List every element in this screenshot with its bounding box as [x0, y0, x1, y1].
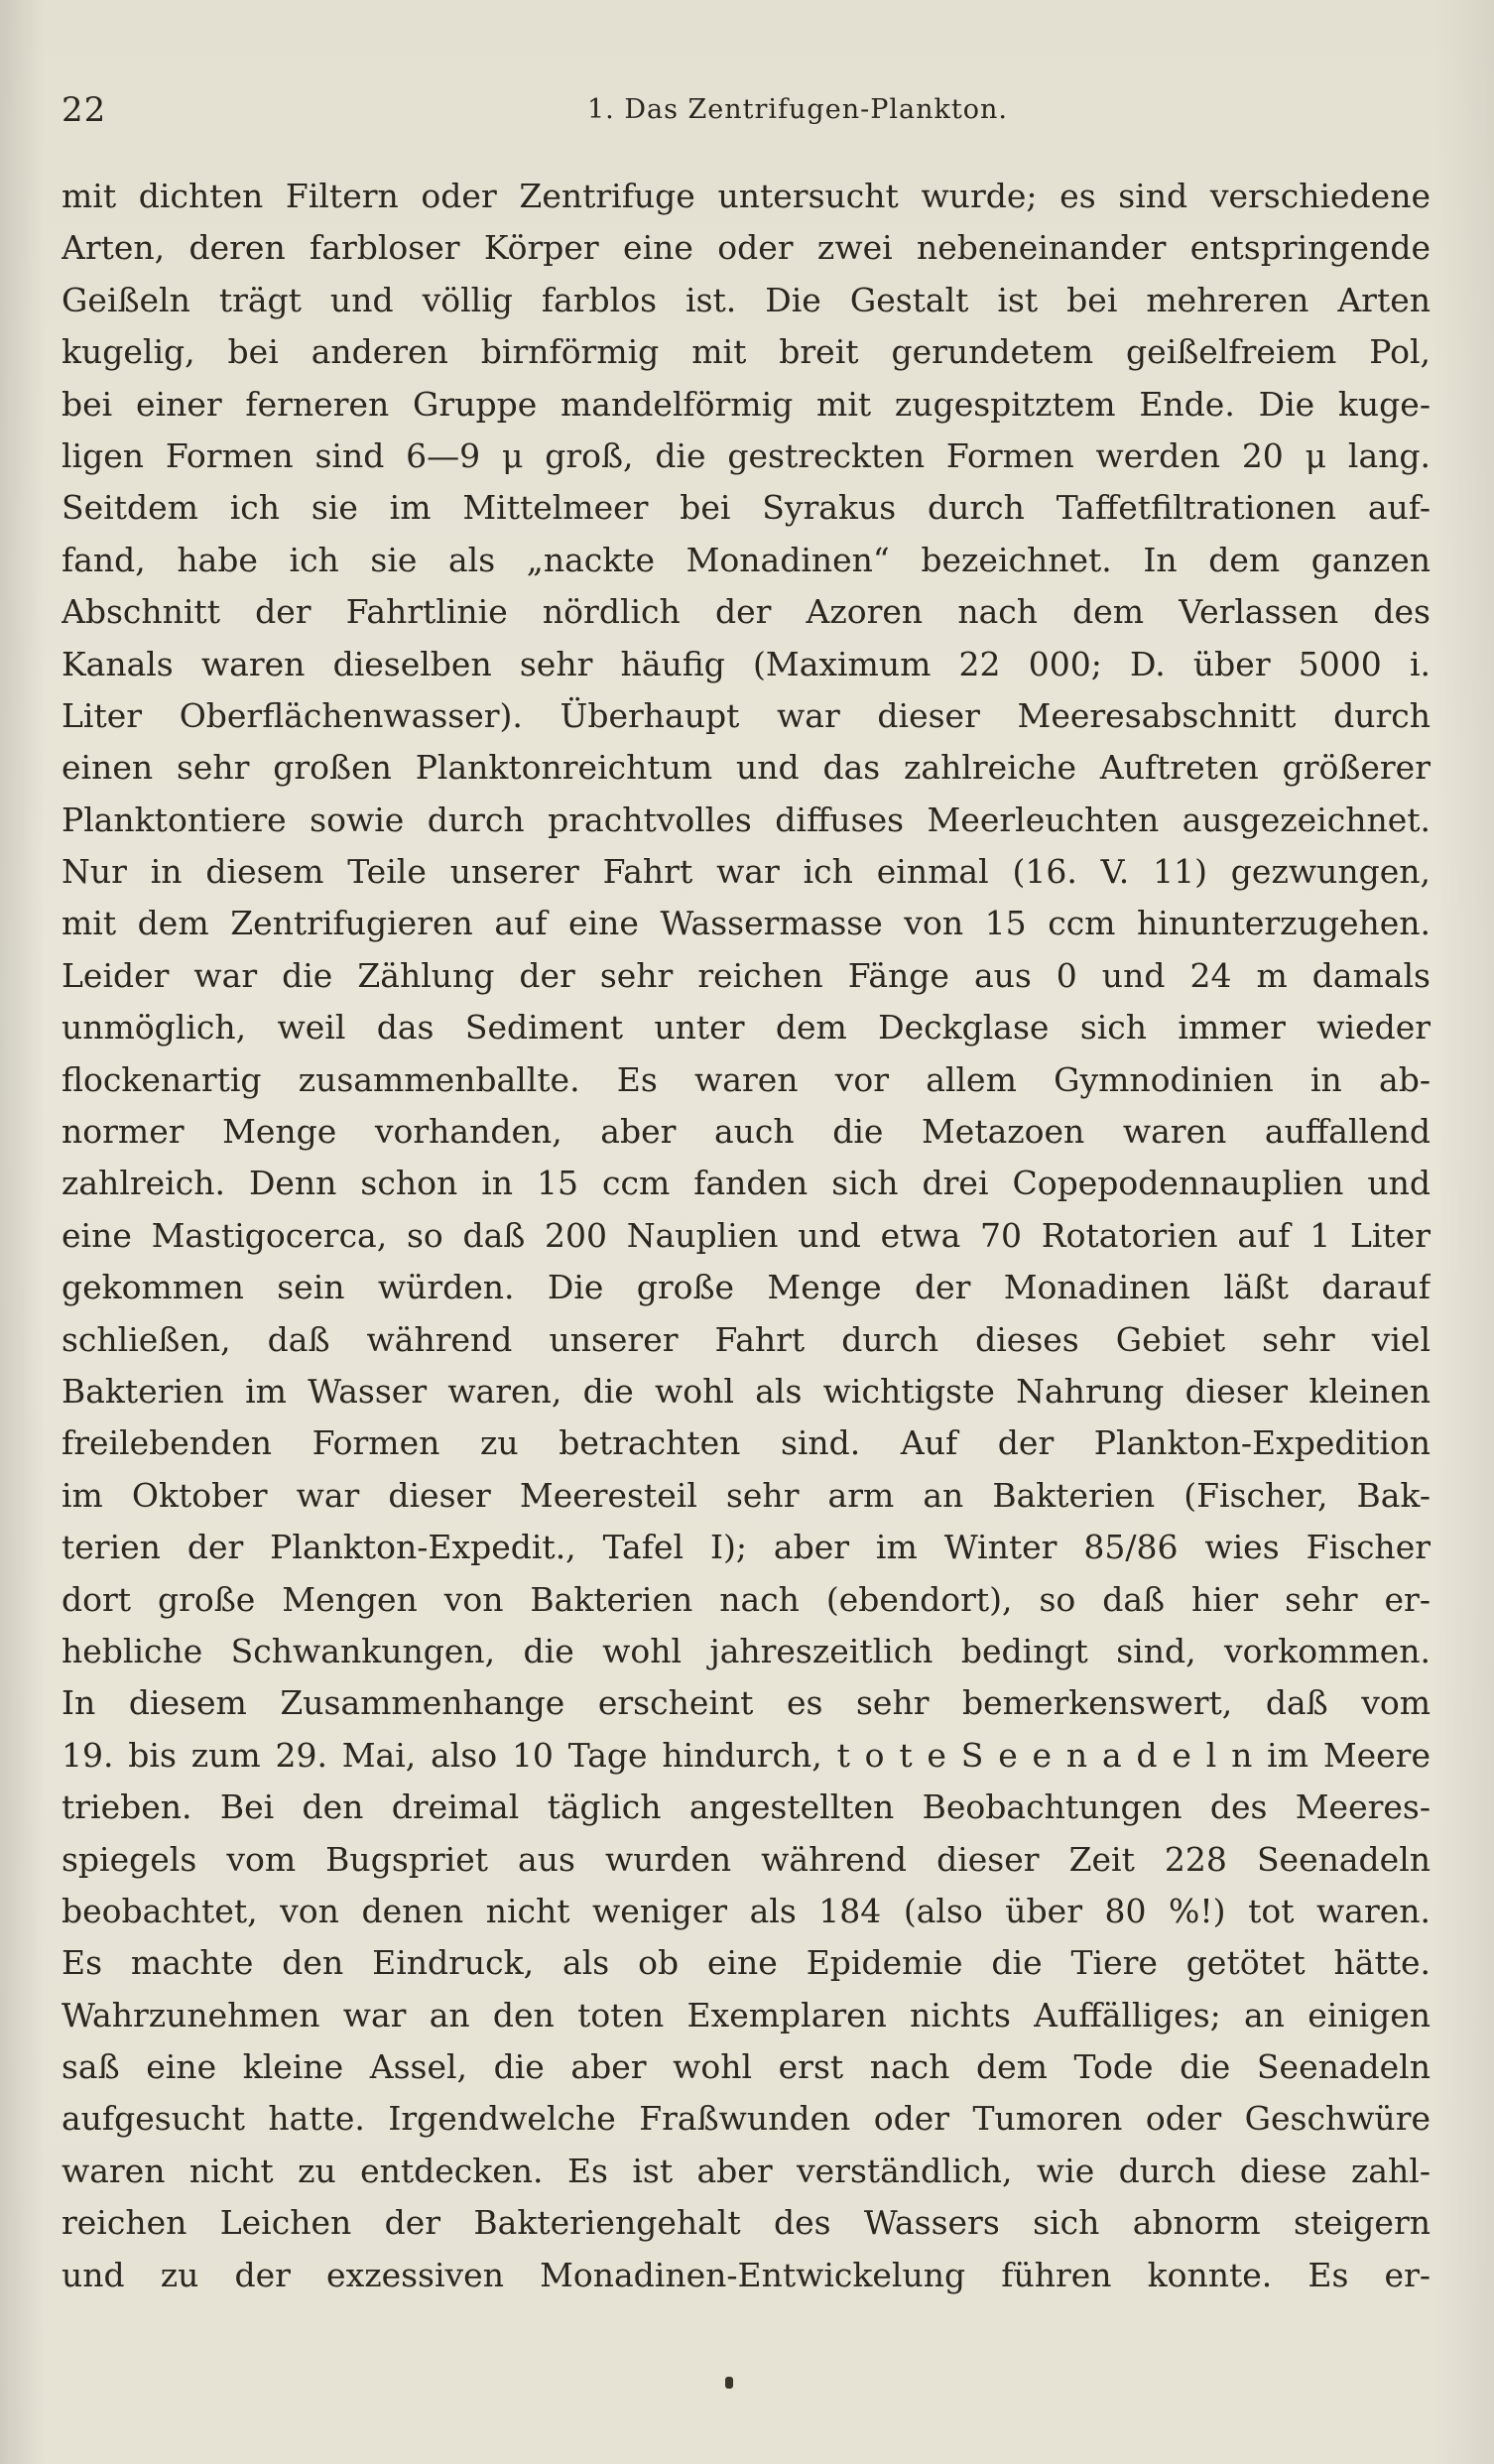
text-line: Planktontiere sowie durch prachtvolles diffuses Meerleuchten ausgezeichnet. [62, 800, 1431, 839]
page-number: 22 [62, 90, 107, 130]
text-line: dort große Mengen von Bakterien nach (ebendort), so daß hier sehr er- [62, 1579, 1431, 1619]
text-line: In diesem Zusammenhange erscheint es sehr bemerkenswert, daß vom [62, 1683, 1431, 1723]
text-line: mit dem Zentrifugieren auf eine Wassermasse von 15 ccm hinunterzugehen. [62, 904, 1431, 943]
body-text [62, 171, 1431, 2301]
text-line: Wahrzunehmen war an den toten Exemplaren nichts Auffälliges; an einigen [62, 1995, 1431, 2034]
text-line: einen sehr großen Planktonreichtum und das zahlreiche Auftreten größerer [62, 748, 1431, 788]
text-line: beobachtet, von denen nicht weniger als 184 (also über 80 %!) tot waren. [62, 1891, 1431, 1930]
text-line: mit dichten Filtern oder Zentrifuge untersucht wurde; es sind verschiedene [62, 177, 1431, 215]
text-line: Kanals waren dieselben sehr häufig (Maximum 22 000; D. über 5000 i. [62, 644, 1431, 683]
page-header [62, 85, 1431, 135]
text-line: Geißeln trägt und völlig farblos ist. Die Gestalt ist bei mehreren Arten [62, 280, 1431, 319]
text-line: Leider war die Zählung der sehr reichen Fänge aus 0 und 24 m damals [62, 955, 1431, 995]
text-line: flockenartig zusammenballte. Es waren vor allem Gymnodinien in ab- [62, 1059, 1431, 1099]
text-line: terien der Plankton-Expedit., Tafel I); aber im Winter 85/86 wies Fischer [62, 1528, 1431, 1567]
ink-mark [725, 2377, 733, 2389]
text-line: kugelig, bei anderen birnförmig mit breit gerundetem geißelfreiem Pol, [62, 332, 1431, 372]
text-line: gekommen sein würden. Die große Menge der Monadinen läßt darauf [62, 1268, 1431, 1307]
text-line: ligen Formen sind 6—9 μ groß, die gestreckten Formen werden 20 μ lang. [62, 435, 1431, 475]
text-line: saß eine kleine Assel, die aber wohl erst nach dem Tode die Seenadeln [62, 2047, 1431, 2087]
text-line: Arten, deren farbloser Körper eine oder zwei nebeneinander entspringende [62, 228, 1431, 268]
text-line: aufgesucht hatte. Irgendwelche Fraßwunden oder Tumoren oder Geschwüre [62, 2099, 1431, 2139]
text-line: trieben. Bei den dreimal täglich angestellten Beobachtungen des Meeres- [62, 1787, 1431, 1827]
text-line: 19. bis zum 29. Mai, also 10 Tage hindurch, t o t e S e e n a d e l n im Meere [62, 1735, 1431, 1775]
running-head: 1. Das Zentrifugen-Plankton. [587, 94, 1008, 125]
text-line: fand, habe ich sie als „nackte Monadinen“ bezeichnet. In dem ganzen [62, 540, 1431, 579]
text-line: zahlreich. Denn schon in 15 ccm fanden sich drei Copepodennauplien und [62, 1164, 1431, 1203]
text-line: unmöglich, weil das Sediment unter dem Deckglase sich immer wieder [62, 1008, 1431, 1047]
text-line: und zu der exzessiven Monadinen-Entwickelung führen konnte. Es er- [62, 2255, 1431, 2294]
text-line: Liter Oberflächenwasser). Überhaupt war dieser Meeresabschnitt durch [62, 695, 1431, 735]
text-line: spiegels vom Bugspriet aus wurden während dieser Zeit 228 Seenadeln [62, 1839, 1431, 1879]
text-line: waren nicht zu entdecken. Es ist aber verständlich, wie durch diese zahl- [62, 2151, 1431, 2190]
text-line: hebliche Schwankungen, die wohl jahreszeitlich bedingt sind, vorkommen. [62, 1631, 1431, 1670]
text-line: im Oktober war dieser Meeresteil sehr arm an Bakterien (Fischer, Bak- [62, 1475, 1431, 1515]
text-line: Es machte den Eindruck, als ob eine Epidemie die Tiere getötet hätte. [62, 1943, 1431, 1983]
text-line: Bakterien im Wasser waren, die wohl als wichtigste Nahrung dieser kleinen [62, 1371, 1431, 1411]
text-line: Abschnitt der Fahrtlinie nördlich der Azoren nach dem Verlassen des [62, 592, 1431, 632]
text-line: freilebenden Formen zu betrachten sind. Auf der Plankton-Expedition [62, 1423, 1431, 1463]
text-line: Nur in diesem Teile unserer Fahrt war ich einmal (16. V. 11) gezwungen, [62, 852, 1431, 892]
text-line: normer Menge vorhanden, aber auch die Metazoen waren auffallend [62, 1112, 1431, 1152]
text-line: schließen, daß während unserer Fahrt durch dieses Gebiet sehr viel [62, 1319, 1431, 1359]
text-line: Seitdem ich sie im Mittelmeer bei Syrakus durch Taffetfiltrationen auf- [62, 488, 1431, 528]
text-line: eine Mastigocerca, so daß 200 Nauplien und etwa 70 Rotatorien auf 1 Liter [62, 1215, 1431, 1255]
text-line: reichen Leichen der Bakteriengehalt des Wassers sich abnorm steigern [62, 2203, 1431, 2243]
text-line: bei einer ferneren Gruppe mandelförmig mit zugespitztem Ende. Die kuge- [62, 384, 1431, 424]
